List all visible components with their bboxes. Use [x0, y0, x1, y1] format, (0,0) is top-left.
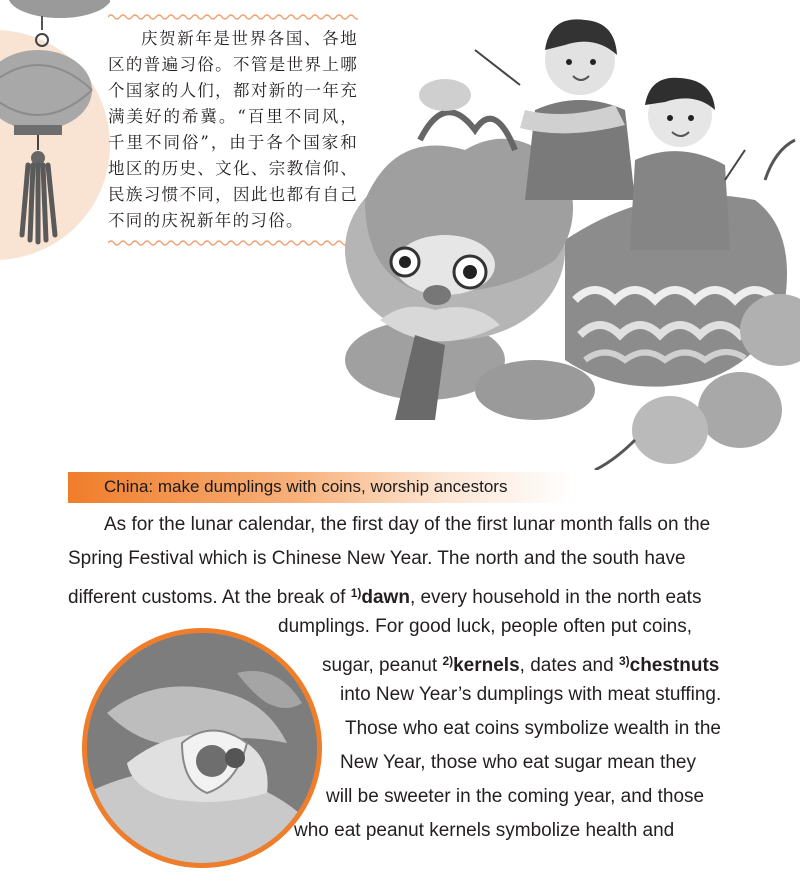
wavy-divider-top	[108, 12, 358, 22]
body-line-8: New Year, those who eat sugar mean they	[340, 752, 696, 773]
keyword-chestnuts: chestnuts	[629, 655, 720, 676]
wavy-divider-bottom	[108, 238, 358, 248]
chinese-intro-block	[108, 12, 358, 248]
lion-dance-illustration	[325, 0, 800, 470]
body-line-5: sugar, peanut $^{2)}$kernels, dates and $^{3)}$chestnuts	[322, 654, 720, 676]
body-line-2: Spring Festival which is Chinese New Year. The north and the south have	[68, 548, 686, 569]
lantern-decoration-left	[0, 0, 110, 250]
footnote-marker-2: 2)	[442, 654, 454, 668]
body-line-4: dumplings. For good luck, people often put coins,	[278, 616, 693, 637]
footnote-marker-1: 1)	[350, 586, 362, 600]
body-line-9: will be sweeter in the coming year, and those	[326, 786, 705, 807]
keyword-dawn: dawn	[361, 587, 410, 608]
body-line-10: who eat peanut kernels symbolize health and	[294, 820, 675, 841]
body-line-1: As for the lunar calendar, the first day of the first lunar month falls on the	[104, 514, 711, 535]
hands-wrapping-dumpling-image	[87, 633, 317, 863]
body-line-6: into New Year’s dumplings with meat stuffing.	[340, 684, 722, 705]
dumpling-photo	[82, 628, 322, 868]
section-title: China: make dumplings with coins, worship ancestors	[104, 477, 508, 496]
keyword-kernels: kernels	[453, 655, 520, 676]
body-line-3: different customs. At the break of $^{1)}$dawn, every household in the north eats	[68, 586, 702, 608]
footnote-marker-3: 3)	[618, 654, 630, 668]
body-line-7: Those who eat coins symbolize wealth in the	[345, 718, 721, 739]
chinese-paragraph: 庆贺新年是世界各国、各地区的普遍习俗。不管是世界上哪个国家的人们，都对新的一年充满美好的希冀。“百里不同风，千里不同俗”，由于各个国家和地区的历史、文化、宗教信仰、民族习惯不同，因此也都有自己不同的庆祝新年的习俗。	[108, 29, 358, 230]
